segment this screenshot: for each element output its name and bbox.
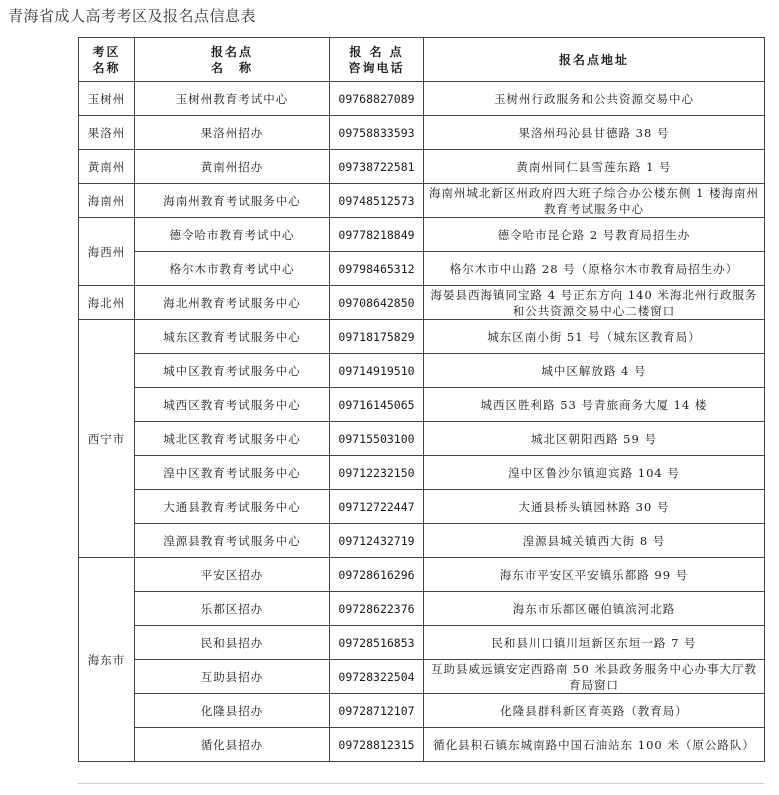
address-cell: 民和县川口镇川垣新区东垣一路 7 号 <box>424 626 765 660</box>
phone-cell: 09716145065 <box>330 388 424 422</box>
table-row <box>79 320 765 354</box>
phone-cell: 09728622376 <box>330 592 424 626</box>
phone-cell: 09718175829 <box>330 320 424 354</box>
region-cell: 海西州 <box>79 218 135 286</box>
table-row <box>79 252 765 286</box>
address-cell: 城北区朝阳西路 59 号 <box>424 422 765 456</box>
header-row <box>79 38 765 82</box>
address-cell: 玉树州行政服务和公共资源交易中心 <box>424 82 765 116</box>
header-phone: 报 名 点 咨询电话 <box>330 38 424 82</box>
table-row <box>79 728 765 762</box>
address-cell: 大通县桥头镇园林路 30 号 <box>424 490 765 524</box>
org-cell: 乐都区招办 <box>135 592 330 626</box>
header-org: 报名点 名 称 <box>135 38 330 82</box>
phone-cell: 09768827089 <box>330 82 424 116</box>
phone-cell: 09778218849 <box>330 218 424 252</box>
org-cell: 大通县教育考试服务中心 <box>135 490 330 524</box>
table-body <box>79 82 765 762</box>
address-cell: 湟源县城关镇西大街 8 号 <box>424 524 765 558</box>
table-row <box>79 660 765 694</box>
address-cell: 化隆县群科新区育英路（教育局） <box>424 694 765 728</box>
address-cell: 海晏县西海镇同宝路 4 号正东方向 140 米海北州行政服务和公共资源交易中心二楼窗口 <box>424 286 765 320</box>
table-row <box>79 116 765 150</box>
region-cell: 海北州 <box>79 286 135 320</box>
address-cell: 海南州城北新区州政府四大班子综合办公楼东侧 1 楼海南州教育考试服务中心 <box>424 184 765 218</box>
address-cell: 海东市乐都区碾伯镇滨河北路 <box>424 592 765 626</box>
phone-cell: 09712432719 <box>330 524 424 558</box>
address-cell: 城东区南小街 51 号（城东区教育局） <box>424 320 765 354</box>
phone-cell: 09758833593 <box>330 116 424 150</box>
address-cell: 城中区解放路 4 号 <box>424 354 765 388</box>
org-cell: 城中区教育考试服务中心 <box>135 354 330 388</box>
table-row <box>79 286 765 320</box>
phone-cell: 09738722581 <box>330 150 424 184</box>
table-row <box>79 422 765 456</box>
phone-cell: 09728516853 <box>330 626 424 660</box>
org-cell: 化隆县招办 <box>135 694 330 728</box>
region-cell: 玉树州 <box>79 82 135 116</box>
address-cell: 城西区胜利路 53 号青旅商务大厦 14 楼 <box>424 388 765 422</box>
org-cell: 黄南州招办 <box>135 150 330 184</box>
region-cell: 海南州 <box>79 184 135 218</box>
phone-cell: 09748512573 <box>330 184 424 218</box>
address-cell: 德令哈市昆仑路 2 号教育局招生办 <box>424 218 765 252</box>
address-cell: 黄南州同仁县雪莲东路 1 号 <box>424 150 765 184</box>
divider <box>78 783 764 784</box>
table-row <box>79 490 765 524</box>
phone-cell: 09728712107 <box>330 694 424 728</box>
table-row <box>79 592 765 626</box>
header-address: 报名点地址 <box>424 38 765 82</box>
phone-cell: 09708642850 <box>330 286 424 320</box>
table-row <box>79 626 765 660</box>
table-row <box>79 150 765 184</box>
region-cell: 海东市 <box>79 558 135 762</box>
address-cell: 循化县积石镇东城南路中国石油站东 100 米（原公路队） <box>424 728 765 762</box>
org-cell: 德令哈市教育考试中心 <box>135 218 330 252</box>
page-title: 青海省成人高考考区及报名点信息表 <box>8 7 257 25</box>
table-row <box>79 694 765 728</box>
table-row <box>79 218 765 252</box>
table-row <box>79 82 765 116</box>
org-cell: 城西区教育考试服务中心 <box>135 388 330 422</box>
phone-cell: 09715503100 <box>330 422 424 456</box>
org-cell: 民和县招办 <box>135 626 330 660</box>
table-row <box>79 388 765 422</box>
region-cell: 黄南州 <box>79 150 135 184</box>
header-region: 考区 名称 <box>79 38 135 82</box>
table-row <box>79 524 765 558</box>
table-row <box>79 184 765 218</box>
address-cell: 海东市平安区平安镇乐都路 99 号 <box>424 558 765 592</box>
table-row <box>79 456 765 490</box>
org-cell: 互助县招办 <box>135 660 330 694</box>
table-row <box>79 354 765 388</box>
org-cell: 湟源县教育考试服务中心 <box>135 524 330 558</box>
org-cell: 循化县招办 <box>135 728 330 762</box>
phone-cell: 09728322504 <box>330 660 424 694</box>
phone-cell: 09798465312 <box>330 252 424 286</box>
registration-table <box>78 37 765 762</box>
org-cell: 海南州教育考试服务中心 <box>135 184 330 218</box>
phone-cell: 09712232150 <box>330 456 424 490</box>
address-cell: 果洛州玛沁县甘德路 38 号 <box>424 116 765 150</box>
address-cell: 格尔木市中山路 28 号（原格尔木市教育局招生办） <box>424 252 765 286</box>
org-cell: 格尔木市教育考试中心 <box>135 252 330 286</box>
address-cell: 湟中区鲁沙尔镇迎宾路 104 号 <box>424 456 765 490</box>
org-cell: 城北区教育考试服务中心 <box>135 422 330 456</box>
org-cell: 平安区招办 <box>135 558 330 592</box>
phone-cell: 09728812315 <box>330 728 424 762</box>
org-cell: 城东区教育考试服务中心 <box>135 320 330 354</box>
org-cell: 果洛州招办 <box>135 116 330 150</box>
address-cell: 互助县威远镇安定西路南 50 米县政务服务中心办事大厅教育局窗口 <box>424 660 765 694</box>
region-cell: 果洛州 <box>79 116 135 150</box>
phone-cell: 09712722447 <box>330 490 424 524</box>
region-cell: 西宁市 <box>79 320 135 558</box>
org-cell: 湟中区教育考试服务中心 <box>135 456 330 490</box>
phone-cell: 09714919510 <box>330 354 424 388</box>
table-row <box>79 558 765 592</box>
org-cell: 玉树州教育考试中心 <box>135 82 330 116</box>
org-cell: 海北州教育考试服务中心 <box>135 286 330 320</box>
phone-cell: 09728616296 <box>330 558 424 592</box>
